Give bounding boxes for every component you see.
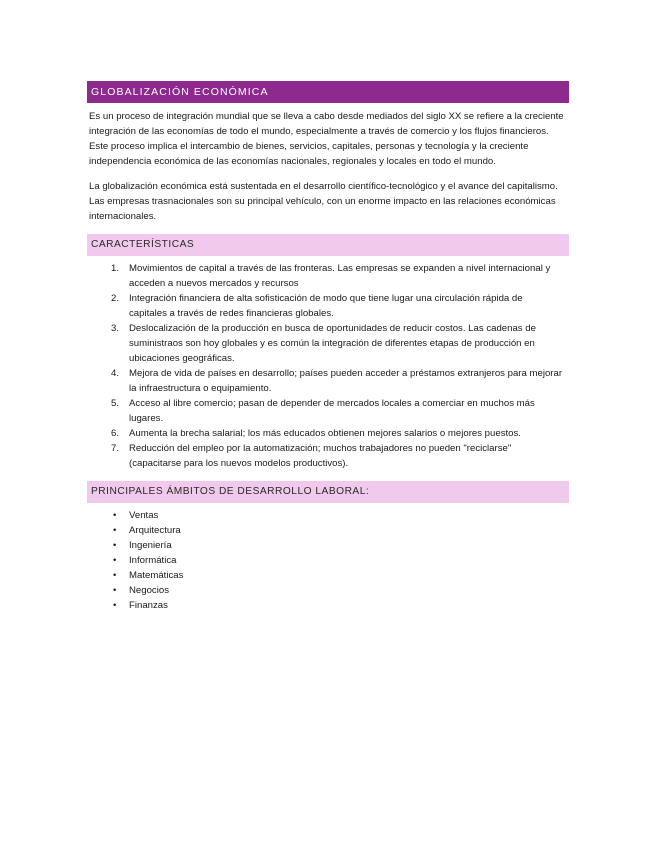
list-item	[87, 568, 569, 583]
list-text: Ventas	[129, 510, 159, 521]
list-item	[87, 598, 569, 613]
list-text: Finanzas	[129, 600, 168, 611]
list-item	[87, 291, 569, 321]
bullet-icon: •	[113, 555, 117, 566]
list-item	[87, 426, 569, 441]
list-item	[87, 321, 569, 366]
list-number: 7.	[111, 443, 120, 454]
list-text: Ingeniería	[129, 540, 172, 551]
bullet-icon: •	[113, 525, 117, 536]
list-number: 6.	[111, 428, 120, 439]
document-title: GLOBALIZACIÓN ECONÓMICA	[87, 81, 569, 103]
list-item	[87, 583, 569, 598]
areas-list	[87, 508, 569, 613]
areas-heading: PRINCIPALES ÁMBITOS DE DESARROLLO LABORAL:	[87, 481, 569, 503]
bullet-icon: •	[113, 585, 117, 596]
bullet-icon: •	[113, 600, 117, 611]
list-number: 5.	[111, 398, 120, 409]
characteristics-list	[87, 261, 569, 471]
list-text: Deslocalización de la producción en busca de oportunidades de reducir costos. Las cadenas de suministraos son hoy globales y es común la integración de diferentes etapas de producción en ubicaciones geográficas.	[129, 323, 536, 364]
list-text: Reducción del empleo por la automatización; muchos trabajadores no pueden "reciclarse" (capacitarse para los nuevos modelos productivos).	[129, 443, 512, 469]
list-text: Negocios	[129, 585, 169, 596]
list-item	[87, 523, 569, 538]
bullet-icon: •	[113, 570, 117, 581]
list-number: 2.	[111, 293, 120, 304]
list-item	[87, 366, 569, 396]
list-number: 1.	[111, 263, 120, 274]
list-number: 4.	[111, 368, 120, 379]
list-text: Acceso al libre comercio; pasan de depender de mercados locales a comerciar en muchos más lugares.	[129, 398, 535, 424]
list-text: Informática	[129, 555, 177, 566]
characteristics-heading: CARACTERÍSTICAS	[87, 234, 569, 256]
list-item	[87, 261, 569, 291]
list-text: Integración financiera de alta sofisticación de modo que tiene lugar una circulación rápida de capitales a través de redes financieras globales.	[129, 293, 523, 319]
list-item	[87, 508, 569, 523]
list-text: Movimientos de capital a través de las fronteras. Las empresas se expanden a nivel internacional y acceden a nuevos mercados y recursos	[129, 263, 551, 289]
document-page	[87, 81, 569, 613]
bullet-icon: •	[113, 510, 117, 521]
list-text: Aumenta la brecha salarial; los más educados obtienen mejores salarios o mejores puestos.	[129, 428, 521, 439]
list-text: Arquitectura	[129, 525, 181, 536]
list-text: Mejora de vida de países en desarrollo; países pueden acceder a préstamos extranjeros para mejorar la infraestructura o equipamiento.	[129, 368, 563, 394]
list-text: Matemáticas	[129, 570, 184, 581]
intro-paragraph: Es un proceso de integración mundial que se lleva a cabo desde mediados del siglo XX se refiere a la creciente integración de las economías de todo el mundo, especialmente a través de comercio y los flujos financieros. Este proceso implica el intercambio de bienes, servicios, capitales, personas y tecnología y la creciente independencia económica de las economías nacionales, regionales y locales en todo el mundo.	[89, 111, 564, 167]
list-item	[87, 441, 569, 471]
context-paragraph: La globalización económica está sustentada en el desarrollo científico-tecnológico y el avance del capitalismo. Las empresas trasnacionales son su principal vehículo, con un enorme impacto en las relaciones económicas internacionales.	[89, 181, 558, 222]
bullet-icon: •	[113, 540, 117, 551]
list-item	[87, 538, 569, 553]
list-item	[87, 553, 569, 568]
list-number: 3.	[111, 323, 120, 334]
list-item	[87, 396, 569, 426]
